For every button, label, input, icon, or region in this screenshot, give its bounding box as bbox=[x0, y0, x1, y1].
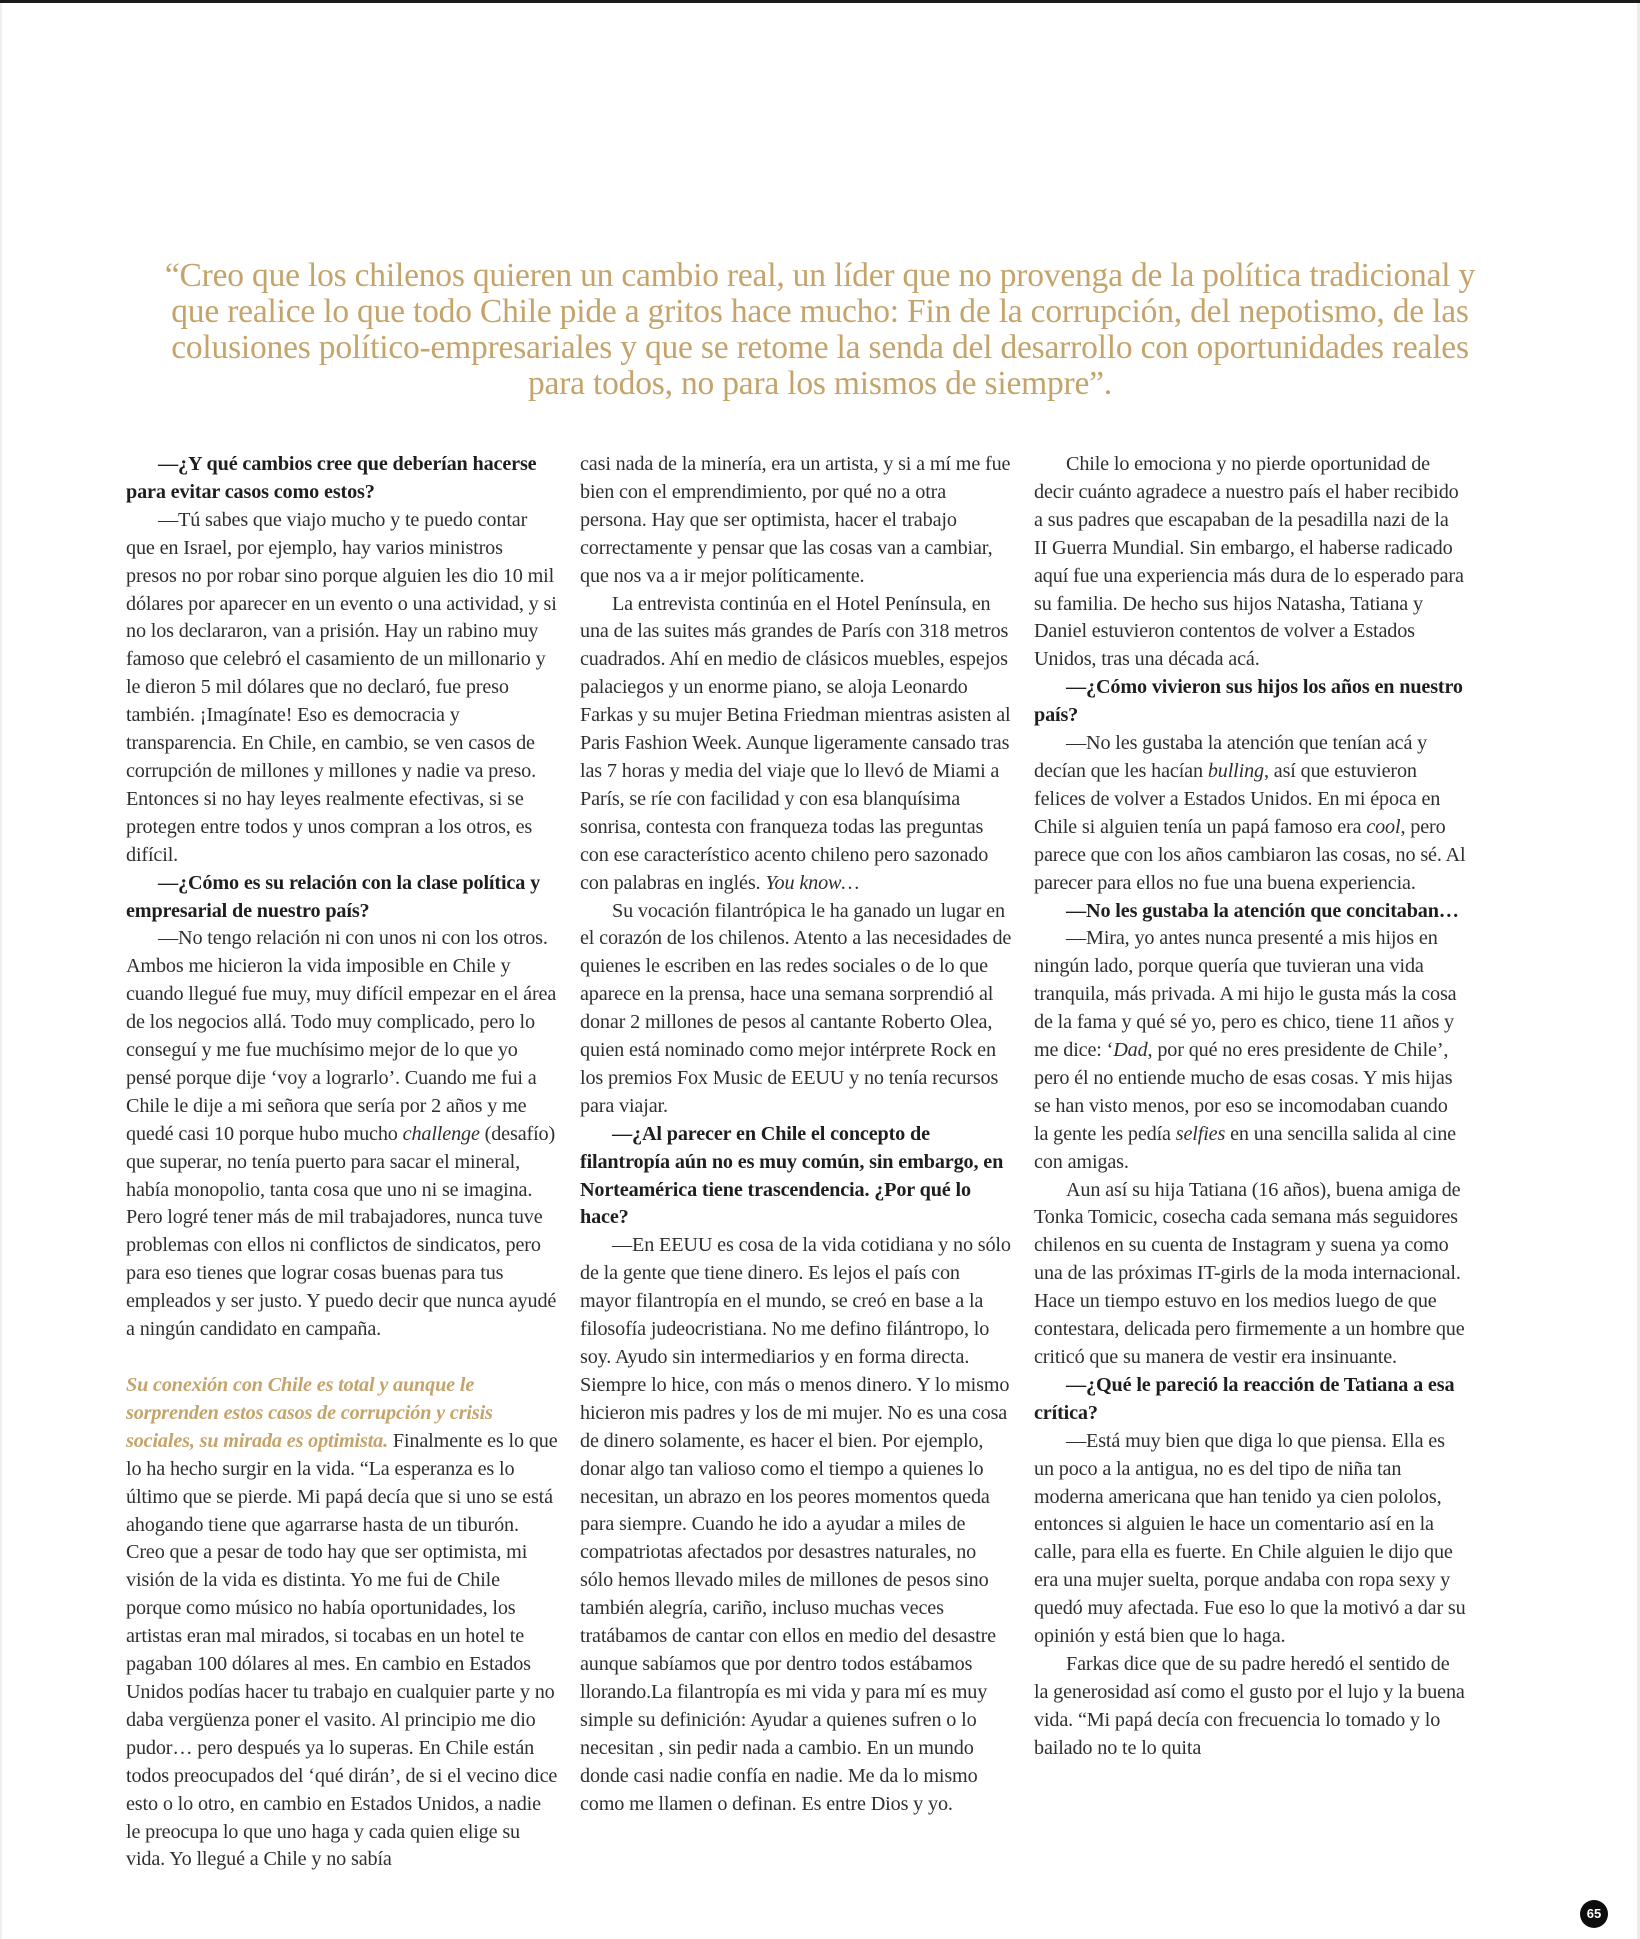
italic-term: challenge bbox=[402, 1122, 480, 1145]
interview-answer bbox=[126, 925, 558, 1344]
italic-term: Dad bbox=[1113, 1039, 1148, 1062]
interview-answer: —Está muy bien que diga lo que piensa. Ella es un poco a la antigua, no es del tipo de niña tan moderna americana que han tenido ya cien pololos, entonces si alguien le hace un comentario así en la calle, para ella es fuerte. En Chile alguien le dijo que era una mujer suelta, porque andaba con ropa sexy y quedó muy afectada. Fue eso lo que la motivó a dar su opinión y está bien que lo haga. bbox=[1034, 1429, 1466, 1648]
interview-answer bbox=[1034, 730, 1466, 897]
left-page-edge bbox=[0, 3, 2, 1939]
answer-text: —Mira, yo antes nunca presenté a mis hijos en ningún lado, porque quería que tuvieran una vida tranquila, más privada. A mi hijo le gusta más la cosa de la fama y qué sé yo, pero es chico, tiene 11 años y me dice: ‘ bbox=[1034, 927, 1457, 1062]
interview-answer: —En EEUU es cosa de la vida cotidiana y no sólo de la gente que tiene dinero. Es lejos el país con mayor filantropía en el mundo, se creó en base a la filosofía judeocristiana. No me defino filántropo, lo soy. Ayudo sin intermediarios y en forma directa. Siempre lo hice, con más o menos dinero. Y lo mismo hicieron mis padres y los de mi mujer. No es una cosa de dinero solamente, es hacer el bien. Por ejemplo, donar algo tan valioso como el tiempo a quienes lo necesitan, un abrazo en los peores momentos queda para siempre. Cuando he ido a ayudar a miles de compatriotas afectados por desastres naturales, no sólo hemos llevado miles de millones de pesos sino también alegría, cariño, incluso muchas veces tratábamos de cantar con ellos en medio del desastre aunque sabíamos que por dentro todos estábamos llorando.La filantropía es mi vida y para mí es muy simple su definición: Ayudar a quienes sufren o lo necesitan , sin pedir nada a cambio. En un mundo donde casi nadie confía en nadie. Me da lo mismo como me llamen o definan. Es entre Dios y yo. bbox=[580, 1234, 1011, 1815]
body-paragraph: Aun así su hija Tatiana (16 años), buena amiga de Tonka Tomicic, cosecha cada semana más seguidores chilenos en su cuenta de Instagram y suena ya como una de las próximas IT-girls de la moda internacional. Hace un tiempo estuvo en los medios luego de que contestara, delicada pero firmemente a un hombre que criticó que su manera de vestir era insinuante. bbox=[1034, 1178, 1465, 1368]
body-paragraph: casi nada de la minería, era un artista, y si a mí me fue bien con el emprendimiento, por qué no a otra persona. Hay que ser optimista, hacer el trabajo correctamente y pensar que las cosas van a cambiar, que nos va a ir mejor políticamente. bbox=[580, 453, 1011, 587]
interview-question: —¿Al parecer en Chile el concepto de filantropía aún no es muy común, sin embargo, en Norteamérica tiene trascendencia. ¿Por qué lo hace? bbox=[580, 1122, 1004, 1229]
article-column-2 bbox=[580, 451, 1012, 1818]
italic-term: bulling bbox=[1207, 759, 1264, 782]
page-number-badge: 65 bbox=[1580, 1900, 1608, 1928]
answer-text: en una sencilla salida al cine con amigas. bbox=[1034, 1122, 1456, 1173]
body-paragraph: Chile lo emociona y no pierde oportunidad de decir cuánto agradece a nuestro país el haber recibido a sus padres que escapaban de la pesadilla nazi de la II Guerra Mundial. Sin embargo, el haberse radicado aquí fue una experiencia más dura de lo esperado para su familia. De hecho sus hijos Natasha, Tatiana y Daniel estuvieron contentos de volver a Estados Unidos, tras una década acá. bbox=[1034, 453, 1464, 671]
section-lead-paragraph bbox=[126, 1372, 558, 1874]
top-border bbox=[0, 0, 1640, 3]
body-paragraph: Su vocación filantrópica le ha ganado un lugar en el corazón de los chilenos. Atento a las necesidades de quienes le escriben en las redes sociales o de lo que aparece en la prensa, hace una semana sorprendió al donar 2 millones de pesos al cantante Roberto Olea, quien está nominado como mejor intérprete Rock en los premios Fox Music de EEUU y no tenía recursos para viajar. bbox=[580, 899, 1012, 1117]
italic-term: selfies bbox=[1175, 1122, 1226, 1145]
body-text: La entrevista continúa en el Hotel Península, en una de las suites más grandes de París con 318 metros cuadrados. Ahí en medio de clásicos muebles, espejos palaciegos y un enorme piano, se aloja Leonardo Farkas y su mujer Betina Friedman mientras asisten al Paris Fashion Week. Aunque ligeramente cansado tras las 7 horas y media del viaje que lo llevó de Miami a París, se ríe con facilidad y con esa blanquísima sonrisa, contesta con franqueza todas las preguntas con ese característico acento chileno pero sazonado con palabras en inglés. bbox=[580, 592, 1011, 894]
body-text: Finalmente es lo que lo ha hecho surgir en la vida. “La esperanza es lo último que se pierde. Mi papá decía que si uno se está ahogando tiene que agarrarse hasta de un tiburón. Creo que a pesar de todo hay que ser optimista, mi visión de la vida es distinta. Yo me fui de Chile porque como músico no había oportunidades, los artistas eran mal mirados, si tocabas en un hotel te pagaban 100 dólares al mes. En cambio en Estados Unidos podías hacer tu trabajo en cualquier parte y no daba vergüenza poner el vasito. Al principio me dio pudor… pero después ya lo superas. En Chile están todos preocupados del ‘qué dirán’, de si el vecino dice esto o lo otro, en cambio en Estados Unidos, a nadie le preocupa lo que uno haga y cada quien elige su vida. Yo llegué a Chile y no sabía bbox=[126, 1429, 558, 1871]
interview-question: —¿Cómo es su relación con la clase política y empresarial de nuestro país? bbox=[126, 871, 541, 922]
interview-answer bbox=[1034, 925, 1466, 1176]
interview-question: —¿Y qué cambios cree que deberían hacerse para evitar casos como estos? bbox=[126, 453, 537, 503]
pull-quote: “Creo que los chilenos quieren un cambio real, un líder que no provenga de la política tradicional y que realice lo que todo Chile pide a gritos hace mucho: Fin de la corrupción, del nepotismo, de las colusiones político-empresariales y que se retome la senda del desarrollo con oportunidades reales para todos, no para los mismos de siempre”. bbox=[164, 257, 1476, 402]
body-paragraph bbox=[580, 591, 1012, 898]
answer-text: , así que estuvieron felices de volver a Estados Unidos. En mi época en Chile si alguien tenía un papá famoso era bbox=[1034, 759, 1441, 838]
article-column-3 bbox=[1034, 451, 1466, 1763]
answer-text: —No les gustaba la atención que tenían acá y decían que les hacían bbox=[1034, 732, 1428, 782]
body-paragraph: Farkas dice que de su padre heredó el sentido de la generosidad así como el gusto por el lujo y la buena vida. “Mi papá decía con frecuencia lo tomado y lo bailado no te lo quita bbox=[1034, 1652, 1465, 1759]
italic-term: cool bbox=[1366, 815, 1401, 838]
article-column-1 bbox=[126, 451, 558, 1874]
interview-question: —¿Qué le pareció la reacción de Tatiana a esa crítica? bbox=[1034, 1373, 1455, 1424]
interview-answer: —Tú sabes que viajo mucho y te puedo contar que en Israel, por ejemplo, hay varios ministros presos no por robar sino porque alguien les dio 10 mil dólares por aparecer en un evento o una actividad, y si no los declararon, van a prisión. Hay un rabino muy famoso que celebró el casamiento de un millonario y le dieron 5 mil dólares que no declaró, fue preso también. ¡Imagínate! Eso es democracia y transparencia. En Chile, en cambio, se ven casos de corrupción de millones y millones y nadie va preso. Entonces si no hay leyes realmente efectivas, si se protegen entre todos y unos compran a los otros, es difícil. bbox=[126, 508, 557, 866]
answer-text: , pero parece que con los años cambiaron las cosas, no sé. Al parecer para ellos no fue una buena experiencia. bbox=[1034, 815, 1466, 894]
interview-question: —No les gustaba la atención que concitaban… bbox=[1066, 899, 1459, 922]
italic-term: You know… bbox=[765, 871, 860, 894]
interview-question: —¿Cómo vivieron sus hijos los años en nuestro país? bbox=[1034, 676, 1463, 727]
section-lead-highlight: Su conexión con Chile es total y aunque le sorprenden estos casos de corrupción y crisis sociales, su mirada es optimista. bbox=[126, 1374, 493, 1452]
answer-text: —No tengo relación ni con unos ni con los otros. Ambos me hicieron la vida imposible en Chile y cuando llegué fue muy, muy difícil empezar en el área de los negocios allá. Todo muy complicado, pero lo conseguí y me fue muchísimo mejor de lo que yo pensé porque dije ‘voy a lograrlo’. Cuando me fui a Chile le dije a mi señora que sería por 2 años y me quedé casi 10 porque hubo mucho bbox=[126, 927, 557, 1145]
answer-text: (desafío) que superar, no tenía puerto para sacar el mineral, había monopolio, tanta cosa que uno ni se imagina. Pero logré tener más de mil trabajadores, nunca tuve problemas con ellos ni conflictos de sindicatos, pero para eso tienes que lograr cosas buenas para tus empleados y ser justo. Y puedo decir que nunca ayudé a ningún candidato en campaña. bbox=[126, 1122, 557, 1341]
answer-text: , por qué no eres presidente de Chile’, pero él no entiende mucho de esas cosas. Y mis hijas se han visto menos, por eso se incomodaban cuando la gente les pedía bbox=[1034, 1039, 1453, 1145]
